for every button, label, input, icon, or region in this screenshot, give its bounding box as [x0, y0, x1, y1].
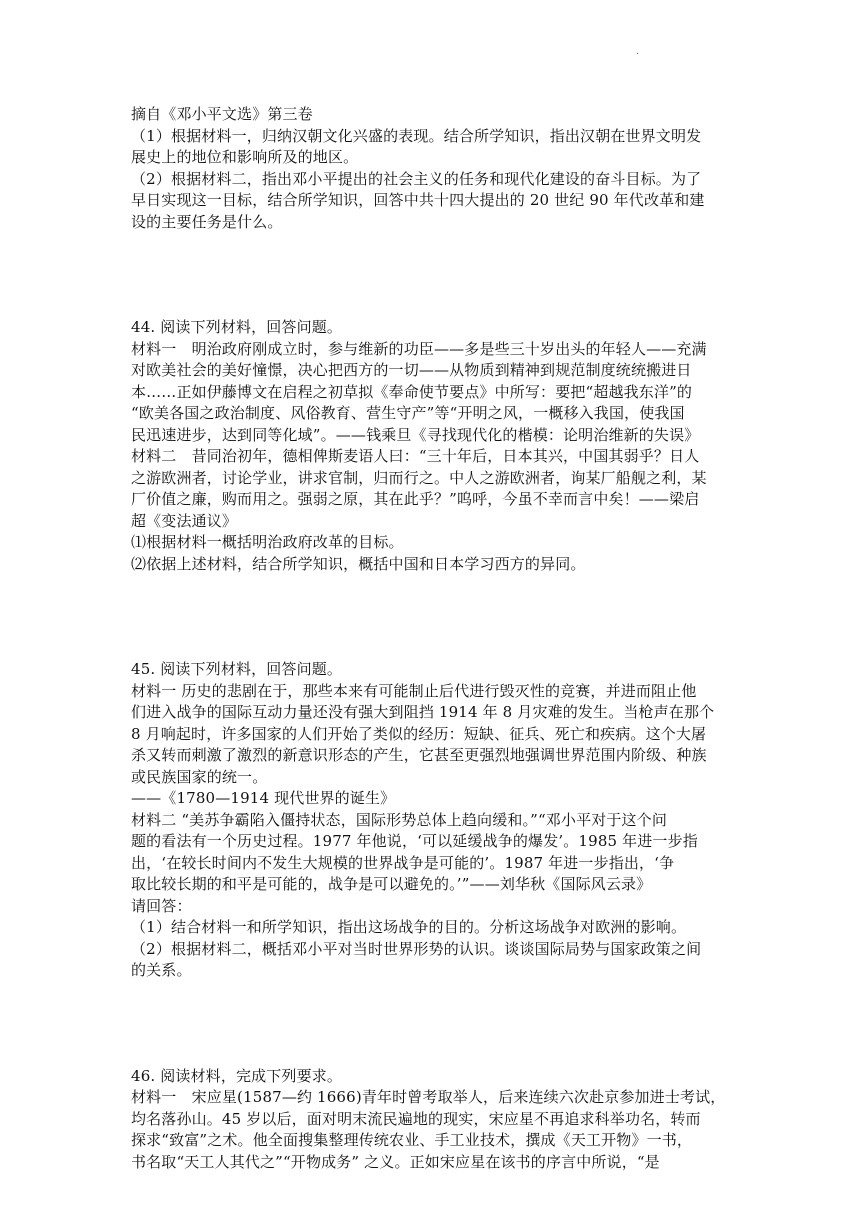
answer-space: [131, 233, 737, 317]
material-line: 材料一 明治政府刚成立时，参与维新的功臣——多是些三十岁出头的年轻人——充满: [131, 339, 707, 358]
material-line: 杀又转而刺激了激烈的新意识形态的产生，它甚至更强烈地强调世界范围内阶级、种族: [131, 746, 707, 764]
question-line: （1）结合材料一和所学知识，指出这场战争的目的。分析这场战争对欧洲的影响。: [131, 918, 687, 936]
question-line: ⑵依据上述材料，结合所学知识，概括中国和日本学习西方的异同。: [131, 554, 586, 573]
document-content: [131, 104, 737, 1173]
material-line: 材料一 宋应星(1587—约 1666)青年时曾考取举人，后来连续六次赴京参加进士考试，: [131, 1088, 726, 1106]
material-line: “欧美各国之政治制度、风俗教育、营生守产”等“开明之风，一概移入我国，使我国: [131, 404, 685, 422]
question-title: 45. 阅读下列材料，回答问题。: [131, 660, 343, 678]
material-line: 探求“致富”之术。他全面搜集整理传统农业、手工业技术，撰成《天工开物》一书，: [131, 1131, 693, 1149]
question-line: 展史上的地位和影响所及的地区。: [131, 148, 359, 166]
question-line: ⑴根据材料一概括明治政府改革的目标。: [131, 533, 404, 551]
answer-space: [131, 575, 737, 659]
question-line: （2）根据材料二，指出邓小平提出的社会主义的任务和现代化建设的奋斗目标。为了: [131, 169, 702, 188]
question-line: 早日实现这一目标，结合所学知识，回答中共十四大提出的 20 世纪 90 年代改革和建: [131, 191, 705, 209]
material-line: 超《变法通议》: [131, 511, 238, 530]
question-line: （2）根据材料二，概括邓小平对当时世界形势的认识。谈谈国际局势与国家政策之间: [131, 939, 702, 958]
material-line: 对欧美社会的美好憧憬，决心把西方的一切——从物质到精神到规范制度统统搬进日: [131, 361, 692, 379]
material-line: 们进入战争的国际互动力量还没有强大到阻挡 1914 年 8 月灾难的发生。当枪声在那个: [131, 703, 715, 721]
question-line: 的关系。: [131, 961, 192, 979]
material-line: 本……正如伊藤博文在启程之初草拟《奉命使节要点》中所写：要把“超越我东洋”的: [131, 382, 693, 401]
material-line: 取比较长期的和平是可能的，战争是可以避免的。’”——刘华秋《国际风云录》: [131, 875, 652, 893]
material-line: 厂价值之廉，购而用之。强弱之原，其在此乎？”呜呼，今虽不幸而言中矣！——梁启: [131, 490, 700, 508]
answer-space: [131, 982, 737, 1066]
material-line: 材料二 “美苏争霸陷入僵持状态，国际形势总体上趋向缓和。”“邓小平对于这个问: [131, 810, 667, 829]
source-line: ——《1780—1914 现代世界的诞生》: [131, 789, 396, 807]
material-line: 出，‘在较长时间内不发生大规模的世界战争是可能的’。1987 年进一步指出，‘争: [131, 853, 675, 872]
material-line: 书名取“天工人其代之”“开物成务” 之义。正如宋应星在该书的序言中所说，“是: [131, 1152, 660, 1171]
material-line: 题的看法有一个历史过程。1977 年他说，‘可以延缓战争的爆发’。1985 年进一步指: [131, 832, 698, 850]
material-line: 8 月响起时，许多国家的人们开始了类似的经历：短缺、征兵、死亡和疾病。这个大屠: [131, 724, 707, 743]
question-title: 44. 阅读下列材料，回答问题。: [131, 318, 343, 336]
material-line: 材料二 昔同治初年，德相俾斯麦语人曰：“三十年后，日本其兴，中国其弱乎？日人: [131, 447, 700, 465]
prompt-line: 请回答：: [131, 896, 192, 915]
source-line: 摘自《邓小平文选》第三卷: [131, 105, 313, 123]
material-line: 材料一 历史的悲剧在于，那些本来有可能制止后代进行毁灭性的竞赛，并进而阻止他: [131, 681, 697, 700]
material-line: 之游欧洲者，讨论学业，讲求官制，归而行之。中人之游欧洲者，询某厂船舰之利，某: [131, 468, 707, 487]
question-title: 46. 阅读材料，完成下列要求。: [131, 1066, 343, 1085]
material-line: 或民族国家的统一。: [131, 767, 268, 786]
question-line: 设的主要任务是什么。: [131, 212, 283, 231]
material-line: 民迅速进步，达到同等化域”。——钱乘旦《寻找现代化的楷模：论明治维新的失误》: [131, 425, 700, 444]
material-line: 均名落孙山。45 岁以后，面对明末流民遍地的现实，宋应星不再追求科举功名，转而: [131, 1109, 701, 1128]
header-mark: .: [636, 46, 640, 57]
question-line: （1）根据材料一，归纳汉朝文化兴盛的表现。结合所学知识，指出汉朝在世界文明发: [131, 126, 702, 145]
